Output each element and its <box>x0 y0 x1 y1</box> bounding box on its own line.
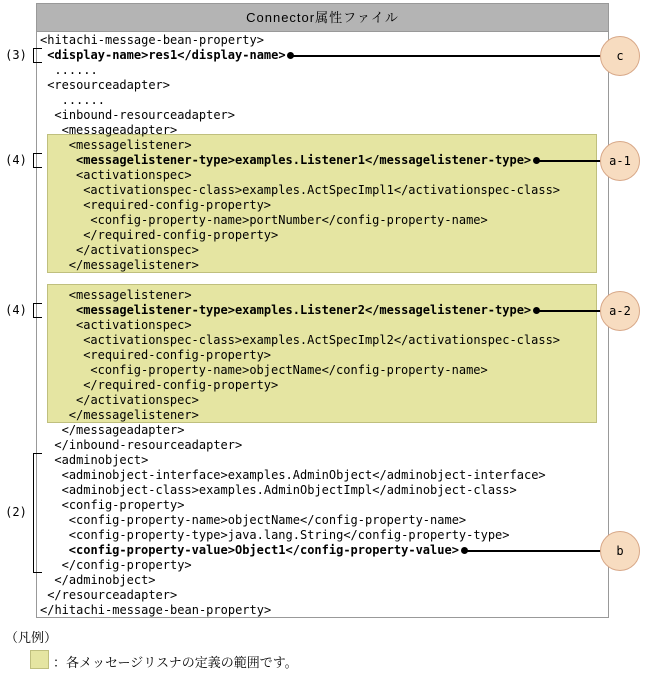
legend-swatch-label: ：各メッセージリスナの定義の範囲です。 <box>53 655 298 670</box>
code-line: <config-property-type>java.lang.String</config-property-type> <box>68 528 510 542</box>
code-line: <messageadapter> <box>61 123 178 137</box>
callout-b: b <box>600 531 640 571</box>
left-label: (4) <box>5 302 27 317</box>
code-line: <required-config-property> <box>83 348 272 362</box>
code-line: <config-property-name>objectName</config-property-name> <box>90 363 488 377</box>
code-line: <activationspec> <box>76 168 192 182</box>
code-line: <resourceadapter> <box>47 78 171 92</box>
file-box-title: Connector属性ファイル <box>37 4 608 32</box>
code-line: <config-property> <box>61 498 185 512</box>
legend-highlight-swatch <box>30 650 49 669</box>
code-line: <adminobject-class>examples.AdminObjectImpl</adminobject-class> <box>61 483 517 497</box>
code-line: </resourceadapter> <box>47 588 178 602</box>
code-line: </adminobject> <box>54 573 156 587</box>
code-line: <messagelistener> <box>68 138 192 152</box>
code-line: </required-config-property> <box>83 228 279 242</box>
left-bracket <box>33 153 42 168</box>
left-label: (4) <box>5 152 27 167</box>
code-line: <adminobject-interface>examples.AdminObject</adminobject-interface> <box>61 468 546 482</box>
callout-a-1: a-1 <box>600 141 640 181</box>
code-line: </config-property> <box>61 558 192 572</box>
code-line: </activationspec> <box>76 243 199 257</box>
code-line: <config-property-name>objectName</config-property-name> <box>68 513 467 527</box>
code-line: ...... <box>61 93 105 107</box>
code-line: </inbound-resourceadapter> <box>54 438 243 452</box>
code-line: <activationspec> <box>76 318 192 332</box>
code-line: <messagelistener> <box>68 288 192 302</box>
code-line: ...... <box>54 63 98 77</box>
code-line: <messagelistener-type>examples.Listener2</messagelistener-type> <box>76 303 532 317</box>
code-line: <activationspec-class>examples.ActSpecImpl2</activationspec-class> <box>83 333 561 347</box>
left-label: (2) <box>5 505 27 519</box>
connector-line <box>290 55 620 57</box>
code-line: <messagelistener-type>examples.Listener1</messagelistener-type> <box>76 153 532 167</box>
code-line: </messagelistener> <box>68 258 199 272</box>
left-label: (3) <box>5 47 27 62</box>
code-line: <activationspec-class>examples.ActSpecImpl1</activationspec-class> <box>83 183 561 197</box>
callout-c: c <box>600 36 640 76</box>
left-bracket <box>33 303 42 318</box>
code-line: </hitachi-message-bean-property> <box>40 603 272 617</box>
left-bracket <box>33 48 42 63</box>
code-line: <inbound-resourceadapter> <box>54 108 236 122</box>
legend-heading: （凡例） <box>5 630 58 645</box>
code-line: <config-property-value>Object1</config-property-value> <box>68 543 459 557</box>
code-line: <hitachi-message-bean-property> <box>40 33 264 47</box>
code-line: </activationspec> <box>76 393 199 407</box>
code-line: <display-name>res1</display-name> <box>47 48 286 62</box>
code-line: <adminobject> <box>54 453 149 467</box>
code-line: <config-property-name>portNumber</config-property-name> <box>90 213 488 227</box>
code-line: </required-config-property> <box>83 378 279 392</box>
code-line: <required-config-property> <box>83 198 272 212</box>
left-bracket <box>33 453 42 573</box>
connector-line <box>464 550 620 552</box>
callout-a-2: a-2 <box>600 291 640 331</box>
code-line: </messagelistener> <box>68 408 199 422</box>
code-line: </messageadapter> <box>61 423 185 437</box>
